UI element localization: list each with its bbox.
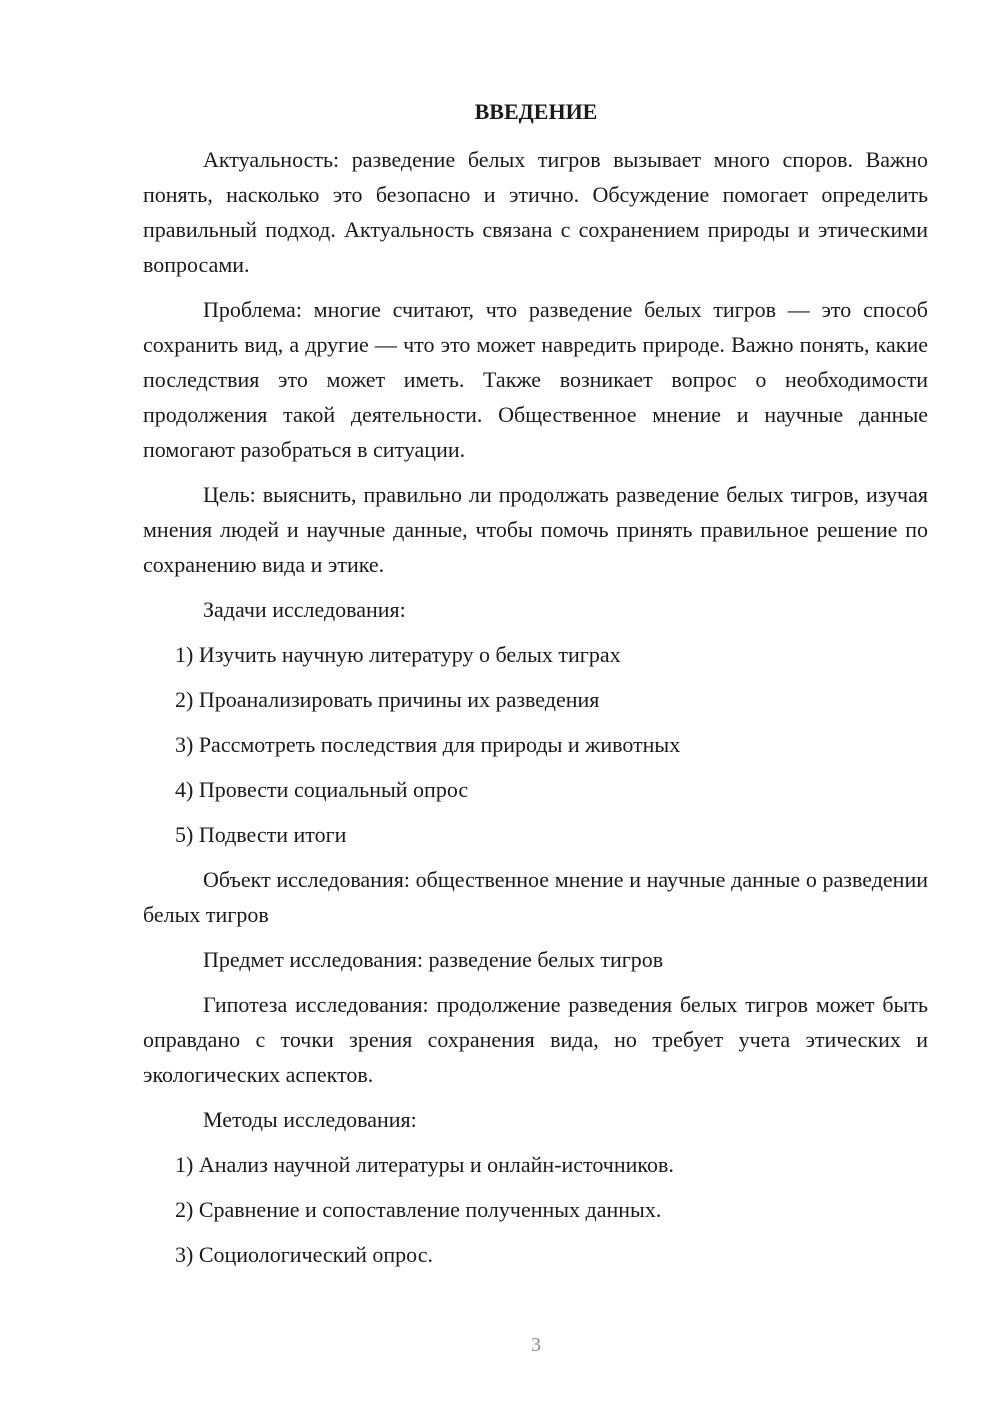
task-item: 2) Проанализировать причины их разведения	[175, 687, 600, 712]
task-item: 1) Изучить научную литературу о белых тиграх	[175, 642, 621, 667]
page-title: ВВЕДЕНИЕ	[474, 99, 598, 124]
task-item: 3) Рассмотреть последствия для природы и животных	[175, 732, 681, 757]
method-item: 1) Анализ научной литературы и онлайн-источников.	[175, 1152, 674, 1177]
document-body	[143, 142, 928, 1282]
subject-paragraph: Предмет исследования: разведение белых тигров	[203, 947, 664, 972]
task-item: 4) Провести социальный опрос	[175, 777, 469, 802]
relevance-paragraph: Актуальность: разведение белых тигров вызывает много споров. Важно понять, насколько это безопасно и этично. Обсуждение помогает определить правильный подход. Актуальность связана с сохранением природы и этическими вопросами.	[143, 147, 928, 277]
page-number: 3	[531, 1334, 541, 1356]
method-item: 2) Сравнение и сопоставление полученных данных.	[175, 1197, 662, 1222]
problem-paragraph: Проблема: многие считают, что разведение белых тигров — это способ сохранить вид, а другие — что это может навредить природе. Важно понять, какие последствия это может иметь. Также возникает вопрос о необходимости продолжения такой деятельности. Общественное мнение и научные данные помогают разобраться в ситуации.	[143, 297, 928, 462]
tasks-heading: Задачи исследования:	[203, 597, 406, 622]
method-item: 3) Социологический опрос.	[175, 1242, 433, 1267]
object-paragraph: Объект исследования: общественное мнение и научные данные о разведении белых тигров	[143, 867, 928, 927]
methods-heading: Методы исследования:	[203, 1107, 417, 1132]
hypothesis-paragraph: Гипотеза исследования: продолжение разведения белых тигров может быть оправдано с точки зрения сохранения вида, но требует учета этических и экологических аспектов.	[143, 992, 928, 1087]
goal-paragraph: Цель: выяснить, правильно ли продолжать разведение белых тигров, изучая мнения людей и научные данные, чтобы помочь принять правильное решение по сохранению вида и этике.	[143, 482, 928, 577]
task-item: 5) Подвести итоги	[175, 822, 347, 847]
